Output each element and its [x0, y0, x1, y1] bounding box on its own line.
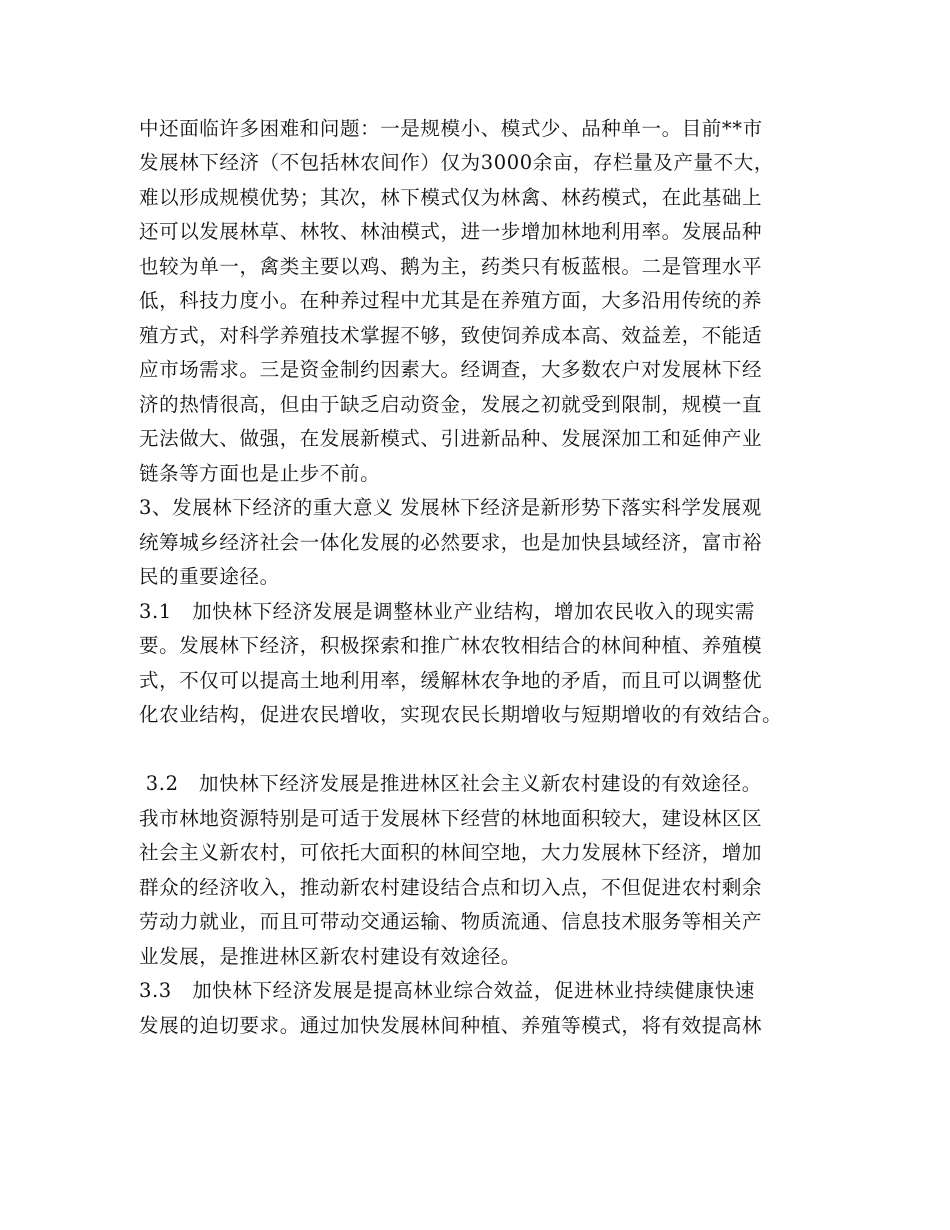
text-line: 还可以发展林草、林牧、林油模式，进一步增加林地利用率。发展品种	[139, 220, 763, 243]
text-line: 中还面临许多困难和问题：一是规模小、模式少、品种单一。目前**市	[139, 117, 763, 140]
text-line: 统筹城乡经济社会一体化发展的必然要求，也是加快县域经济，富市裕	[139, 531, 763, 554]
text-line: 发展林下经济（不包括林农间作）仅为3000余亩，存栏量及产量不大，	[139, 151, 774, 174]
text-line: 要。发展林下经济，积极探索和推广林农牧相结合的林间种植、养殖模	[139, 634, 763, 657]
subsection-line: 3.2 加快林下经济发展是推进林区社会主义新农村建设的有效途径。	[139, 772, 762, 795]
text-line: 化农业结构，促进农民增收，实现农民长期增收与短期增收的有效结合。	[139, 703, 783, 726]
text-line: 式，不仅可以提高土地利用率，缓解林农争地的矛盾，而且可以调整优	[139, 669, 763, 692]
text-line: 我市林地资源特别是可适于发展林下经营的林地面积较大，建设林区区	[139, 807, 763, 830]
text-line: 济的热情很高，但由于缺乏启动资金，发展之初就受到限制，规模一直	[139, 393, 763, 416]
text-line: 发展的迫切要求。通过加快发展林间种植、养殖等模式，将有效提高林	[139, 1014, 763, 1037]
subsection-line: 3.1 加快林下经济发展是调整林业产业结构，增加农民收入的现实需	[139, 600, 756, 623]
text-line: 难以形成规模优势；其次，林下模式仅为林禽、林药模式，在此基础上	[139, 186, 763, 209]
text-line: 低，科技力度小。在种养过程中尤其是在养殖方面，大多沿用传统的养	[139, 289, 763, 312]
text-line: 无法做大、做强，在发展新模式、引进新品种、发展深加工和延伸产业	[139, 427, 763, 450]
text-line: 劳动力就业，而且可带动交通运输、物质流通、信息技术服务等相关产	[139, 910, 763, 933]
text-line: 民的重要途径。	[139, 565, 280, 588]
text-line: 殖方式，对科学养殖技术掌握不够，致使饲养成本高、效益差，不能适	[139, 324, 763, 347]
subsection-line: 3.3 加快林下经济发展是提高林业综合效益，促进林业持续健康快速	[139, 979, 756, 1002]
text-line: 也较为单一，禽类主要以鸡、鹅为主，药类只有板蓝根。二是管理水平	[139, 255, 763, 278]
text-line: 社会主义新农村，可依托大面积的林间空地，大力发展林下经济，增加	[139, 841, 763, 864]
section-heading-line: 3、发展林下经济的重大意义 发展林下经济是新形势下落实科学发展观	[139, 496, 762, 519]
text-line: 群众的经济收入，推动新农村建设结合点和切入点，不但促进农村剩余	[139, 876, 763, 899]
text-line: 链条等方面也是止步不前。	[139, 462, 381, 485]
text-line: 应市场需求。三是资金制约因素大。经调查，大多数农户对发展林下经	[139, 358, 763, 381]
text-line: 业发展，是推进林区新农村建设有效途径。	[139, 945, 521, 968]
